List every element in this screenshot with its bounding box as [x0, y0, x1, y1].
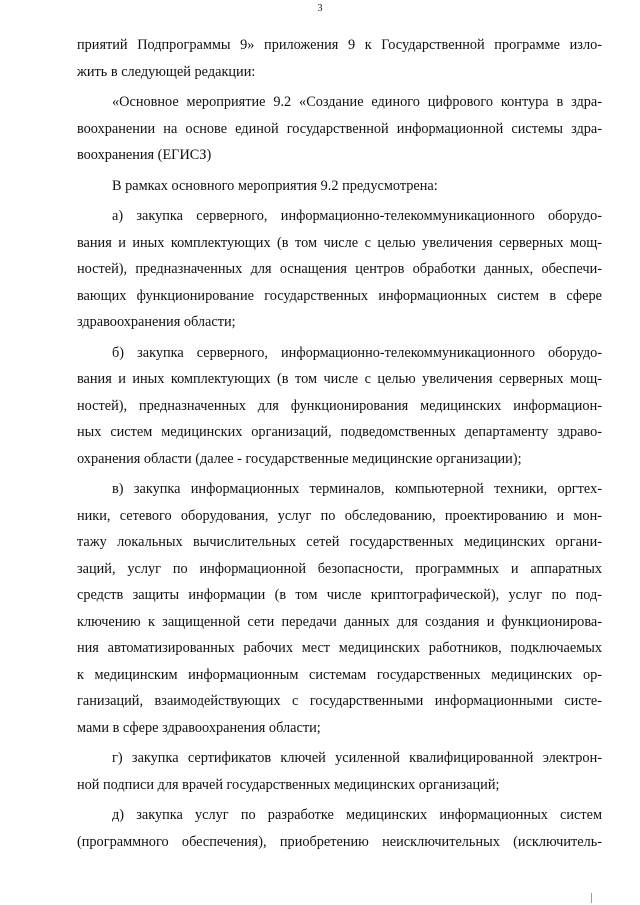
document-body — [77, 32, 602, 855]
text-line: ния автоматизированных рабочих мест медицинских работников, подключаемых — [77, 640, 602, 656]
text-line: ных систем медицинских организаций, подведомственных департаменту здраво- — [77, 424, 602, 440]
text-line: вающих функционирование государственных информационных систем в сфере — [77, 287, 602, 304]
text-line: средств защиты информации (в том числе криптографической), услуг по под- — [77, 587, 602, 603]
scan-edge-mark — [591, 893, 592, 903]
text-line: д) закупка услуг по разработке медицинских информационных систем — [112, 807, 602, 823]
text-line: ключению к защищенной сети передачи данных для создания и функционирова- — [77, 613, 602, 630]
text-line: охранения области (далее - государственные медицинские организации); — [77, 450, 522, 467]
text-line: жить в следующей редакции: — [77, 63, 256, 80]
text-line: г) закупка сертификатов ключей усиленной квалифицированной электрон- — [112, 750, 602, 766]
text-line: а) закупка серверного, информационно-телекоммуникационного оборудо- — [112, 208, 602, 224]
text-line: ностей), предназначенных для функционирования медицинских информацион- — [77, 397, 602, 414]
text-line: заций, услуг по информационной безопасности, программных и аппаратных — [77, 560, 602, 577]
paragraph-heading — [77, 89, 602, 169]
text-line: (программного обеспечения), приобретению неисключительных (исключитель- — [77, 833, 602, 850]
paragraph-intro — [77, 32, 602, 85]
text-line: ностей), предназначенных для оснащения центров обработки данных, обеспечи- — [77, 261, 602, 277]
paragraph-preamble — [77, 173, 602, 200]
text-line: воохранения (ЕГИСЗ) — [77, 147, 212, 163]
text-line: «Основное мероприятие 9.2 «Создание единого цифрового контура в здра- — [112, 94, 602, 110]
paragraph-item-v — [77, 476, 602, 741]
text-line: В рамках основного мероприятия 9.2 предусмотрена: — [112, 177, 438, 194]
text-line: тажу локальных вычислительных сетей государственных медицинских органи- — [77, 534, 602, 550]
text-line: ганизаций, взаимодействующих с государственными информационными систе- — [77, 693, 602, 709]
text-line: здравоохранения области; — [77, 314, 236, 330]
text-line: вания и иных комплектующих (в том числе с целью увеличения серверных мощ- — [77, 371, 602, 387]
paragraph-item-a — [77, 203, 602, 336]
text-line: б) закупка серверного, информационно-телекоммуникационного оборудо- — [112, 344, 602, 361]
paragraph-item-b — [77, 340, 602, 473]
text-line: мами в сфере здравоохранения области; — [77, 719, 321, 736]
text-line: ной подписи для врачей государственных медицинских организаций; — [77, 776, 500, 793]
paragraph-item-g — [77, 745, 602, 798]
paragraph-item-d — [77, 802, 602, 855]
text-line: ники, сетевого оборудования, услуг по обследованию, проектированию и мон- — [77, 507, 602, 524]
page-number: 3 — [317, 3, 323, 14]
text-line: воохранении на основе единой государственной информационной системы здра- — [77, 120, 602, 137]
text-line: приятий Подпрограммы 9» приложения 9 к Государственной программе изло- — [77, 37, 602, 53]
text-line: в) закупка информационных терминалов, компьютерной техники, оргтех- — [112, 481, 602, 497]
text-line: вания и иных комплектующих (в том числе с целью увеличения серверных мощ- — [77, 234, 602, 251]
text-line: к медицинским информационным системам государственных медицинских ор- — [77, 666, 602, 683]
